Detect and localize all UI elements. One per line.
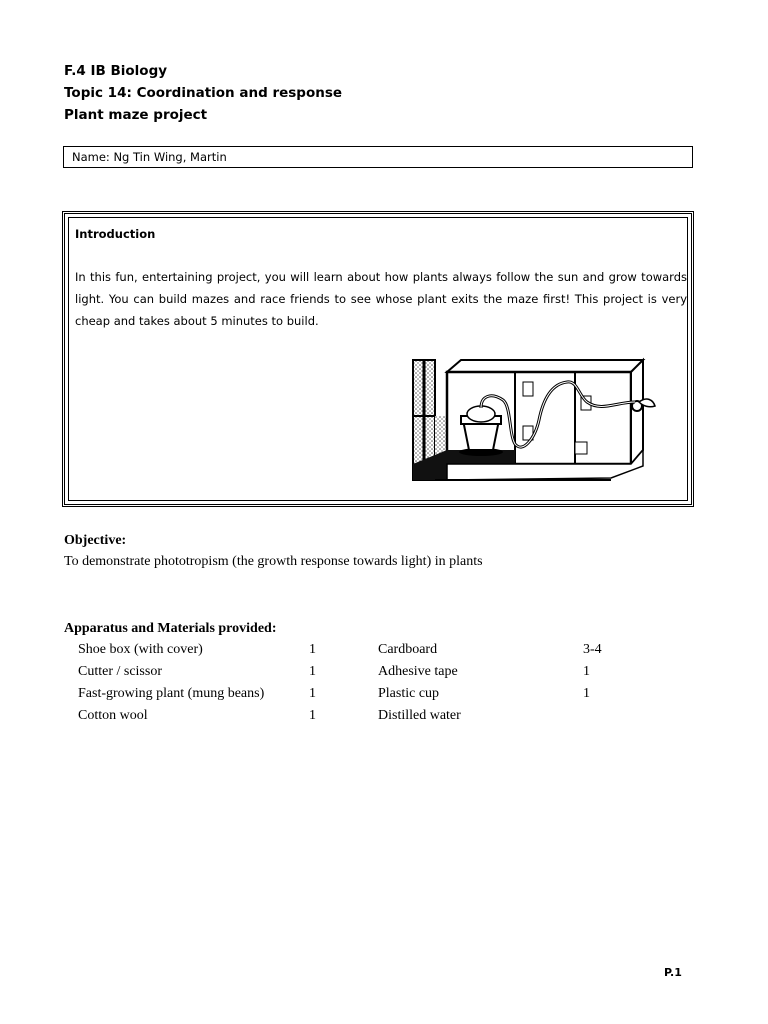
apparatus-title: Apparatus and Materials provided:	[64, 621, 277, 636]
apparatus-item-name: Cutter / scissor	[78, 664, 162, 679]
objective-text: To demonstrate phototropism (the growth response towards light) in plants	[64, 554, 483, 569]
apparatus-item-qty: 1	[309, 664, 316, 679]
apparatus-item-qty: 1	[583, 686, 590, 701]
apparatus-item-qty: 1	[583, 664, 590, 679]
apparatus-item-qty: 1	[309, 686, 316, 701]
page-number: P.1	[664, 966, 682, 979]
project-title: Plant maze project	[64, 107, 208, 123]
introduction-text: In this fun, entertaining project, you will learn about how plants always follow the sun and grow towards light. You can build mazes and race friends to see whose plant exits the maze first! This project is very cheap and takes about 5 minutes to build.	[75, 270, 687, 328]
apparatus-item-qty: 3-4	[583, 642, 602, 657]
apparatus-item-name: Distilled water	[378, 708, 461, 723]
apparatus-item-name: Cotton wool	[78, 708, 148, 723]
apparatus-item-name: Adhesive tape	[378, 664, 458, 679]
objective-title: Objective:	[64, 533, 127, 548]
introduction-title: Introduction	[75, 227, 156, 241]
plant-maze-illustration	[411, 356, 675, 490]
apparatus-item-name: Shoe box (with cover)	[78, 642, 203, 657]
course-title: F.4 IB Biology	[64, 63, 168, 79]
document-header	[64, 60, 342, 126]
apparatus-item-name: Fast-growing plant (mung beans)	[78, 686, 265, 701]
name-field: Name: Ng Tin Wing, Martin	[63, 146, 693, 168]
apparatus-item-name: Cardboard	[378, 642, 438, 657]
apparatus-item-name: Plastic cup	[378, 686, 440, 701]
topic-title: Topic 14: Coordination and response	[64, 85, 343, 101]
apparatus-item-qty: 1	[309, 642, 316, 657]
introduction-box	[62, 211, 694, 507]
introduction-inner-frame	[68, 217, 688, 501]
apparatus-item-qty: 1	[309, 708, 316, 723]
